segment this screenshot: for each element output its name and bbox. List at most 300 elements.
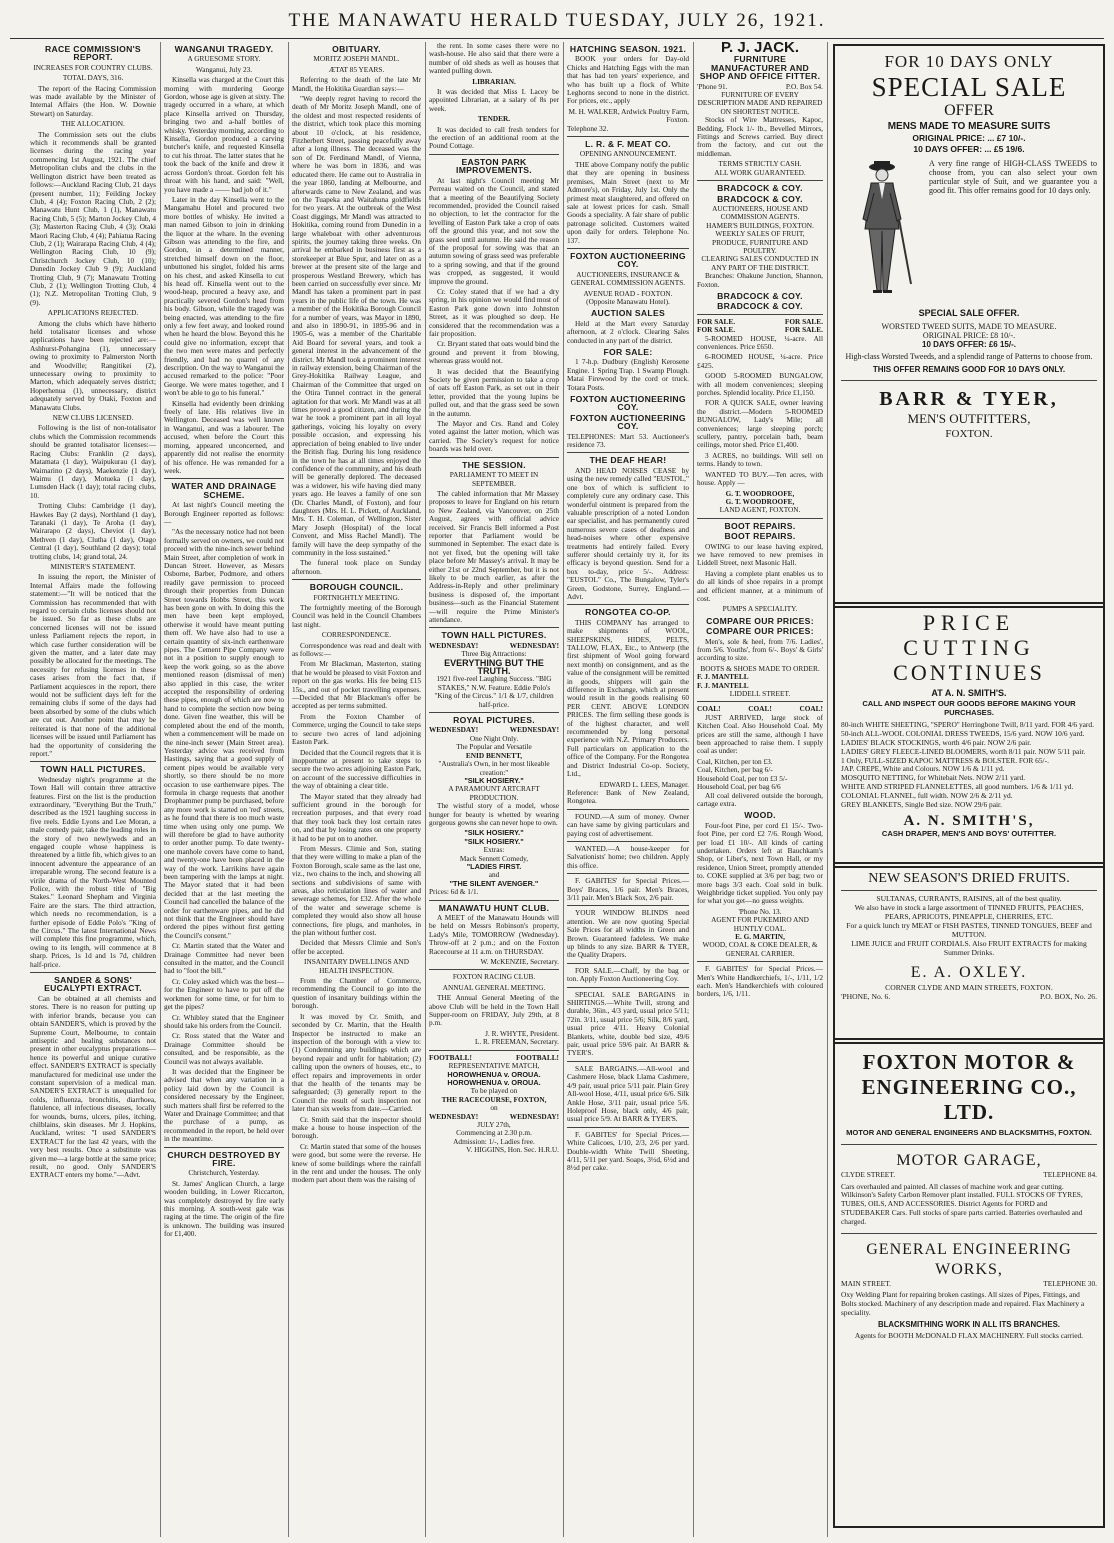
article-subtitle: INCREASES FOR COUNTRY CLUBS. bbox=[33, 62, 153, 72]
ad-title: BRADCOCK & COY. bbox=[717, 183, 803, 194]
paragraph: Cars overhauled and painted. All classes of machine work and gear cutting. Wilkinson's Safety Carbon Remover plant installed. FULL STOCKS OF TYRES, TUBES, OILS, AND ACCESSORIES. District Agents for FORD and STUDEBAKER Cars. Full stocks of spare parts carried. Batteries overhauled and charged. bbox=[841, 1181, 1083, 1226]
column-divider bbox=[827, 42, 828, 1537]
ad-line: CORNER CLYDE AND MAIN STREETS, FOXTON. bbox=[885, 983, 1053, 992]
column-3 bbox=[292, 42, 421, 1537]
ad-title: P. J. JACK. bbox=[720, 42, 800, 56]
paragraph: In issuing the report, the Minister of Internal Affairs made the following statement:—"It will be noticed that the Commission has recommended that with regard to certain clubs licenses should not be issued. So far as these clubs are concerned licenses will not be issued unless Parliament rejects the report, in which case further consideration will be given the matter, and a later date may possibly be allocated for the meetings. The necessity for refusing licenses in these cases arises from the fact that, if Parliament acquiesces in the report, there would not be sufficient days left for the remaining clubs if some of the days had been absorbed by some of the clubs which are cut out. Another point that may be reiterated is that none of the additional licenses will be issued until Parliament has had the opportunity of considering the report." bbox=[30, 572, 156, 758]
ad-line: LAND AGENT, FOXTON. bbox=[719, 505, 801, 515]
ad-line: CASH DRAPER, MEN'S AND BOYS' OUTFITTER. bbox=[881, 829, 1057, 839]
ad-title: TOWN HALL PICTURES. bbox=[441, 630, 547, 641]
ad-title: PRICE bbox=[922, 610, 1016, 635]
classified: SALE BARGAINS.—All-wool and Cashmere Hose, black Llama Cashmere, 4/9 pair, usual price 5/11 pair. Plain Grey All-wool Hose, 4/11, usual price 6/6. Silk Ankle Hose, 3/11 pair, usual price 5/6. Holeproof Hose, black only, 4/6 pair, usual price 5/9. At BARR & TYER'S. bbox=[567, 1063, 689, 1124]
price-line: LADIES' BLACK STOCKINGS, worth 4/6 pair. NOW 2/6 pair. bbox=[841, 737, 1032, 747]
ad-line: AVENUE ROAD - FOXTON. bbox=[583, 288, 673, 298]
paragraph: Cr. Coley stated that if we had a dry spring, in his opinion we would find most of Easton Park gone down into Johnston Street, as it was ploughed so deep. He considered that the recommendation was a fair proposition. bbox=[429, 286, 559, 338]
paragraph: Decided that the Council regrets that it is inopportune at present to take steps to secure the two acres adjoining Easton Park, on account of the successive difficulties in the way of obtaining a clear title. bbox=[292, 747, 421, 791]
ad-word: WEDNESDAY! bbox=[429, 725, 479, 735]
ad-line: WORSTED TWEED SUITS, MADE TO MEASURE. bbox=[881, 322, 1057, 331]
paragraph: The funeral took place on Sunday afternoon. bbox=[292, 558, 421, 576]
ad-word: WEDNESDAY! bbox=[509, 1111, 559, 1121]
ad-title: BRADCOCK & COY. bbox=[717, 290, 803, 301]
classified: FOUND.—A sum of money. Owner can have same by giving particulars and paying cost of advertisement. bbox=[567, 811, 689, 838]
suit-figure-illustration bbox=[841, 159, 923, 301]
divider bbox=[429, 900, 559, 901]
paragraph: At last night's Council meeting the Borough Engineer reported as follows:— bbox=[164, 500, 284, 526]
ad-title: RONGOTEA CO-OP. bbox=[585, 607, 671, 618]
article-subtitle: PARLIAMENT TO MEET IN SEPTEMBER. bbox=[449, 470, 539, 488]
article-title: THE SESSION. bbox=[462, 459, 526, 470]
masthead-rule bbox=[10, 38, 1104, 39]
ad-title: CUTTING bbox=[903, 635, 1035, 660]
divider bbox=[567, 136, 689, 137]
section-heading: THE ALLOCATION. bbox=[61, 119, 125, 129]
ad-title: A. N. SMITH'S, bbox=[903, 813, 1035, 830]
divider bbox=[30, 761, 156, 762]
paragraph: It was moved by Cr. Smith, and seconded by Cr. Martin, that the Health Inspector be instructed to make an inspection of the borough with a view to: (1) Condemning any buildings which are beyond repair and unfit for habitation; (2) calling upon the owners of houses, etc., to effect repairs and improvements in order that the health of the tenants may be safeguarded; (3) generally report to the Council the result of such inspection not later than six weeks from date.—Carried. bbox=[292, 1011, 421, 1114]
ad-title: E. A. OXLEY. bbox=[910, 964, 1028, 981]
ad-title: HATCHING SEASON. 1921. bbox=[569, 44, 687, 54]
paragraph: St. James' Anglican Church, a large wooden building, in Lower Riccarton, was completely destroyed by fire early this morning. A south-west gale was raging at the time. The origin of the fire is unknown. The building was insured for £1,400. bbox=[164, 1178, 284, 1239]
dried-fruits-ad bbox=[833, 862, 1105, 1044]
ad-subtitle: ANNUAL GENERAL MEETING. bbox=[442, 982, 546, 992]
column-2 bbox=[164, 42, 284, 1537]
price-line: Household Coal, per ton £3 5/- bbox=[697, 773, 788, 783]
ad-line: AGENT FOR PUKEMIRO AND HUNTLY COAL. bbox=[711, 915, 809, 933]
ad-feature: "SILK HOSIERY." bbox=[464, 828, 524, 838]
article-title: SANDER & SONS' EUCALYPTI EXTRACT. bbox=[44, 975, 142, 994]
divider bbox=[292, 579, 421, 580]
ad-title: L. R. & F. MEAT CO. bbox=[585, 139, 671, 150]
paragraph: It was decided that the Engineer be advised that when any variation in a policy laid down by the Council is considered necessary by the Engineer, such matters shall first be referred to the Water and Drainage Committee; and that the purchase of a pump, as recommended in the report, be held over in the meantime. bbox=[164, 1066, 284, 1144]
ad-line: "Australia's Own, in her most likeable creation:" bbox=[438, 759, 550, 777]
ad-line: PUMPS A SPECIALITY. bbox=[722, 604, 798, 614]
ad-feature: HOROWHENUA v. OROUA. bbox=[447, 1077, 541, 1087]
ad-heading: COMPARE OUR PRICES: bbox=[706, 626, 814, 637]
price-line: COLONIAL FLANNEL, full width. NOW 2/6 & 2/11 yd. bbox=[841, 790, 1013, 800]
ad-line: WEEKLY SALES OF FRUIT, PRODUCE, FURNITURE AND POULTRY. bbox=[712, 229, 808, 255]
ad-feature: HOROWHENUA v. OROUA. bbox=[447, 1069, 541, 1079]
signature: V. HIGGINS, Hon. Sec. H.R.U. bbox=[466, 1145, 559, 1155]
divider bbox=[697, 518, 823, 519]
price-line: GREY BLANKETS, Single Bed size. NOW 29/6 pair. bbox=[841, 799, 1002, 809]
classified: F. GABITES' for Special Prices.—Boys' Braces, 1/6 pair. Men's Braces, 3/11 pair. Men's Black Sox, 2/6 pair. bbox=[567, 876, 689, 902]
ad-line bbox=[841, 1171, 1097, 1180]
ad-line: Commencing at 2.30 p.m. bbox=[456, 1128, 532, 1138]
ad-line: CLEARING SALES CONDUCTED IN ANY PART OF THE DISTRICT. bbox=[701, 254, 819, 272]
paragraph: It was decided that Miss I. Lacey be appointed Librarian, at a salary of 8s per week. bbox=[429, 87, 559, 113]
ad-heading: GENERAL ENGINEERING WORKS, bbox=[866, 1240, 1072, 1278]
ad-word: P.O. BOX, No. 26. bbox=[1040, 992, 1097, 1001]
price-line: ORIGINAL PRICE: ... £7 10/-. bbox=[912, 133, 1026, 143]
price-line: 80-inch WHITE SHEETING, "SPERO" Herringbone Twill, 8/11 yard. FOR 4/6 yard. bbox=[841, 720, 1094, 730]
ad-word: FOR SALE. bbox=[784, 316, 823, 326]
ad-subtitle: FURNITURE MANUFACTURER AND SHOP AND OFFICE FITTER. bbox=[699, 54, 821, 82]
ad-line: Agents for BOOTH McDONALD FLAX MACHINERY. Full stocks carried. bbox=[854, 1330, 1084, 1340]
paragraph: All coal delivered outside the borough, cartage extra. bbox=[697, 790, 823, 808]
sale-ad bbox=[833, 44, 1105, 608]
divider bbox=[697, 180, 823, 181]
ad-line: AT A. N. SMITH'S. bbox=[931, 688, 1007, 698]
paragraph: "We deeply regret having to record the death of Mr Moritz Joseph Mandl, one of the oldest and most respected residents of the district, which took place this morning about 10 o'clock, at his residence, Fitzherbert Street, passing peacefully away after a long illness. The deceased was the son of Dr. Ferdinand Mandl, of Vienna, where he was born in 1836, and was educated there. He came out to Australia in the year 1860, landing at Melbourne, and afterwards came to New Zealand, and was on the Tuapeka and Waitahuna goldfields for two years. At the outbreak of the West Coast diggings, Mr Mandl was attracted to Hokitika, coming round from Dunedin in a large whaleboat with other adventurous spirits, the journey taking three weeks. On arrival he embarked in business first as a storekeeper at Blue Spur, and later on as a brewer at the present site of the large and prosperous Westland Brewery, which has been carried on successfully ever since. Mr Mandl has taken a prominent part in past years in the public life of the town. He was a member of the Hokitika Borough Council for a number of years, was Mayor in 1890, and also in 1890-91, in 1895-96 and in 1905-6, was a member of the Charitable Aid Board for several years, and took a general interest in the advancement of the district. Mr Mandl took a prominent interest in railway extension, being Chairman of the Grey-Hokitika Railway League, and Chairman of the Committee that urged on the Otira Tunnel contract in the general agitation for that work. Mr Mandl was at all times proved a good citizen, and during the war he took a prominent part in all loyal gatherings, voicing his loyalty on every possible occasion, and expressing his appreciation of being enabled to live under the British flag. During his long residence in the town he has at all times enjoyed the confidence of the community, and his death will be generally deplored. The deceased was a widower, his wife having died many years ago. He leaves a family of one son (Dr. Charles Mandl, of Foxton), and four daughters (Mrs. H. L. Pickett, of Auckland, Mrs. T. H. Coleman, of Wellington, Sister Mary Joseph (Hospital) of the local Convent, and Miss Rachel Mandl). The family will have the deep sympathy of the community in the loss sustained." bbox=[292, 94, 421, 557]
paragraph: The cabled information that Mr Massey proposes to leave for England on his return to New Zealand, via Vancouver, on 25th August, agrees with official advice received. Sir Francis Bell informed a Post reporter that Parliament would be summoned in September. The exact date is not yet fixed, but the opening will take place before Mr Massey's arrival. It may be either 21st or 22nd September, but it is not likely to be much earlier, as after the Address-in-Reply and other preliminary business is disposed of, the important business—such as the Financial Statement—will require the Prime Minister's attendance. bbox=[429, 488, 559, 624]
paragraph: From Mr Blackman, Masterton, stating that he would be pleased to visit Foxton and report on the gas works. His fee being £15 15s., and out of pocket travelling expenses.—Decided that Mr Blackman's offer be accepted as per terms submitted. bbox=[292, 659, 421, 711]
ad-line: Mack Sennett Comedy, bbox=[459, 853, 529, 863]
paragraph: Cr. Martin stated that the Water and Drainage Committee had never been consulted in the matter, and the Council had to "foot the bill." bbox=[164, 941, 284, 976]
ad-line: To be played on bbox=[470, 1086, 518, 1096]
divider bbox=[429, 712, 559, 713]
article-subtitle: FORTNIGHTLY MEETING. bbox=[313, 592, 400, 602]
divider bbox=[841, 890, 1097, 891]
ad-line: REPRESENTATIVE MATCH, bbox=[448, 1061, 540, 1071]
ad-feature: "SILK HOSIERY." bbox=[464, 775, 524, 785]
section-heading: LIBRARIAN. bbox=[472, 76, 516, 86]
article-title: RACE COMMISSION'S REPORT. bbox=[45, 44, 141, 63]
paragraph: 1 7-h.p. Dudbury (English) Kerosene Engine. 1 Spring Trap. 1 Swamp Plough. Matai Firewood by the cord or truck. Totara Posts. bbox=[567, 357, 689, 392]
divider bbox=[567, 809, 689, 810]
ad-line: MOTOR AND GENERAL ENGINEERS AND BLACKSMITHS, FOXTON. bbox=[846, 1128, 1092, 1137]
paragraph: The Mayor stated that they already had sufficient ground in the borough for recreation purposes, and that every road that they took back they lost certain rates on, and that by losing rates on one property it had to be put on to another. bbox=[292, 791, 421, 843]
signature: M. H. WALKER, Ardwick Poultry Farm, Foxton. bbox=[568, 106, 689, 125]
paragraph: Kinsella was charged at the Court this morning with murdering George Gordon, whose age is given at sixty. The tragedy occurred in a whare, at which place Kinsella arrived on Thursday, bringing two and a-half bottles of whisky. Yesterday morning, according to Kinsella, Gordon produced a carving butcher's knife, and requested Kinsella to cut his throat. The latter states that he took the back of the knife and drew it across Gordon's throat. Gordon felt his throat with his hand, and said: "Well, you have made a —— bad job of it." bbox=[164, 75, 284, 194]
classified: F. GABITES' for Special Prices.—White Calicoes, 1/10, 2/3, 2/6 per yard. Double-width White Twill Sheeting, 4/11, 5/11 per yard. Soaps, 3½d, 6½d and 8½d per cake. bbox=[567, 1129, 689, 1173]
divider bbox=[567, 1127, 689, 1128]
section-heading: MINISTER'S STATEMENT. bbox=[50, 561, 136, 571]
paragraph: Trotting Clubs: Cambridge (1 day), Hawkes Bay (2 days), Northland (1 day), Taranaki (1 day), Te Aroha (1 day), Wairarapo (2 days), Cheviot (1 day), Methven (1 day), Clutha (1 day), Otago Central (1 day), Southland (2 days); total trotting clubs, 14; grand total, 24. bbox=[30, 501, 156, 561]
ad-word: P.O. Box 54. bbox=[785, 81, 823, 91]
divider bbox=[429, 627, 559, 628]
ad-line: Reference: Bank of New Zealand, Rongotea. bbox=[567, 787, 689, 806]
price-line: 50-inch ALL-WOOL COLONIAL DRESS TWEEDS, 15/6 yard. NOW 10/6 yard. bbox=[841, 729, 1085, 739]
ad-word: WEDNESDAY! bbox=[429, 1111, 479, 1121]
paragraph: Decided that Messrs Climie and Son's offer be accepted. bbox=[292, 938, 421, 956]
classified: F. GABITES' for Special Prices.—Men's White Handkerchiefs, 1/-, 1/11, 1/2 each. Men's Handkerchiefs with coloured borders, 1/6, 1/11. bbox=[697, 964, 823, 999]
ad-line: Telephone 32. bbox=[567, 123, 609, 133]
ad-title: FOXTON MOTOR & ENGINEERING CO., LTD. bbox=[861, 1050, 1077, 1124]
price-line: MOSQUITO NETTING, for Whitebait Nets. NOW 2/11 yard. bbox=[841, 773, 1026, 783]
ad-line: For a quick lunch try MEAT or FISH PASTES, TINNED TONGUES, BEEF and MUTTON. bbox=[846, 921, 1092, 939]
divider bbox=[567, 248, 689, 249]
paragraph: THE above Company notify the public that they are opening in business premises, Main Street (next to Mr Admore's), on Friday, July 1st. Only the primest meat slaughtered, and offered on sale at lowest prices for cash. Small Goods a speciality. A fair share of public patronage solicited. Customers waited upon daily for orders. Telephone No. 137. bbox=[567, 159, 689, 245]
paragraph: BOOK your orders for Day-old Chicks and Hatching Eggs with the man that has had ten years' experience, and who has built up a flock of White Leghorns second to none in the district. For prices, etc., apply bbox=[567, 54, 689, 106]
paragraph: At last night's Council meeting Mr Perreau waited on the Council, and stated that a meeting of the Beautifying Society recommended, provided the Council raised no objection, to let the contractor for the levelling of Easton Park take a crop of oats off the ground this year, and not sow the grass seed until autumn. He said the reason of the proposal for sowing was that an autumn sowing of grass seed was preferable to a spring sowing, and that if the ground was cropped, as suggested, it would improve the ground. bbox=[429, 175, 559, 286]
article-title: BOROUGH COUNCIL. bbox=[309, 582, 404, 593]
ad-heading: FOXTON AUCTIONEERING COY. bbox=[570, 394, 686, 413]
divider bbox=[841, 1233, 1097, 1234]
paragraph: Cr. Smith said that the inspector should make a house to house inspection of the borough. bbox=[292, 1114, 421, 1141]
classified: SPECIAL SALE BARGAINS in SHIRTINGS.—White Twill, strong and durable, 36in., 4/3 yard, usual price 5/11; 72in. 3/11, usual price 5/6; Silk, 8/6 yard, usual price 4/11. Heavy Colonial Blankets, white, double bed size, 49/6 pair, usual price 59/6 pair. At BARR & TYER'S. bbox=[567, 989, 689, 1058]
ad-subtitle: OPENING ANNOUNCEMENT. bbox=[579, 149, 677, 159]
ad-line: OFFER bbox=[944, 102, 994, 119]
price-cutting-ad bbox=[833, 602, 1105, 868]
signature: L. R. FREEMAN, Secretary. bbox=[474, 1037, 559, 1047]
ad-line: THIS OFFER REMAINS GOOD FOR 10 DAYS ONLY. bbox=[872, 365, 1066, 374]
classified: WANTED.—A house-keeper for Salvationists' home; two children. Apply this office. bbox=[567, 843, 689, 870]
ad-line: We also have in stock a large assortment of TINNED FRUITS, PEACHES, PEARS, APRICOTS, PINEAPPLE, CHERRIES, ETC. bbox=[854, 903, 1084, 921]
masthead: THE MANAWATU HERALD TUESDAY, JULY 26, 1921. bbox=[288, 10, 826, 31]
paragraph: "As the necessary notice had not been formally served on owners, we could not proceed with the nine-inch sewer behind Main Street, after completion of work in Duncan Street. However, as Messrs Osborne, Barber, Podmore, and others readily gave permission to proceed through their properties from Duncan Street towards Hobbs Street, this work has been gone on with. In doing this the men have been kept employed, otherwise it would have meant putting them off. We have also had to use a certain quantity of six-inch earthenware pipes. The Cement Pipe Company were not in a position to supply enough to keep the work going, so as the above mentioned reason (dismissal of men) also applied in this case, the writer accepted the responsibility of ordering these pipes, enough of which are now to hand to complete the section now being done. Given fine weather, this will be completed about the end of the month, when a commencement will be made on the nine-inch sewer (Main Street area). Yesterday advice was received from Hastings, saying that a good supply of cement pipes would be available very shortly, so there should be no more occasion to use earthenware pipes. The formula in charge requests that another Drophammer pump be purchased, before any more work is started on 'red' streets, as he found that there is too much waste time when using only one pump. We will therefore be glad to have authority to order another pump. To date twenty-one manhole covers have come to hand, and twenty-one have been placed in the way of the work. Larrikins have again been tampering with the lamps at night. The Mayor stated that it had been decided that at the last meeting the Council had cancelled the balance of the order for earthenware pipes, and he did not think that the Engineer should have ordered the pipes without first getting the Council's consent." bbox=[164, 527, 284, 940]
ad-title: BRADCOCK & COY. bbox=[717, 301, 803, 312]
article-subtitle: A GRUESOME STORY. bbox=[187, 54, 261, 64]
article-subtitle: MORITZ JOSEPH MANDL. bbox=[313, 54, 400, 64]
ad-word: WEDNESDAY! bbox=[429, 640, 479, 650]
ad-line: and bbox=[488, 870, 500, 880]
ad-line: HAMER'S BUILDINGS, FOXTON. bbox=[706, 220, 814, 230]
paragraph: FOR A QUICK SALE, owner leaving the district.—Modern 5-ROOMED BUNGALOW, Lady's Mile; all conveniences; large sleeping porch; scullery, pantry, porcelain bath, beam ceilings, motor shed. Price £1,400. bbox=[697, 398, 823, 450]
paragraph: It was decided to call fresh tenders for the erection of an additional room at the Pound Cottage. bbox=[429, 124, 559, 151]
paragraph: 6-ROOMED HOUSE, ¼-acre. Price £425. bbox=[697, 352, 823, 370]
ad-word: COAL! bbox=[799, 704, 823, 714]
article-title: WATER AND DRAINAGE SCHEME. bbox=[171, 481, 277, 500]
divider bbox=[697, 701, 823, 702]
column-divider bbox=[563, 42, 564, 1537]
paragraph: Stocks of Wire Mattresses, Kapoc, Bedding, Flock 1/- lb., Bevelled Mirrors, Fittings and Screws carried. Buy direct from the factory, and cut out the middleman. bbox=[697, 115, 823, 158]
column-divider bbox=[693, 42, 694, 1537]
paragraph: Men's, sole & heel, from 7/6. Ladies', from 5/6. Youths', from 6/-. Boys' & Girls' according to size. bbox=[697, 636, 823, 663]
ad-line: F. J. MANTELL bbox=[697, 672, 749, 682]
paragraph: Having a complete plant enables us to do all kinds of shoe repairs in a prompt and efficient manner, at a minimum of cost. bbox=[697, 568, 823, 603]
paragraph: A MEET of the Manawatu Hounds will be held on Messrs Robinson's property, Lady's Mile, TOMORROW (Wednesday). Throw-off at 2 p.m.; and on the Foxton Racecourse at 11 a.m. on THURSDAY. bbox=[429, 913, 559, 956]
column-5 bbox=[567, 42, 689, 1537]
divider bbox=[567, 1061, 689, 1062]
divider bbox=[429, 154, 559, 155]
paragraph: Held at the Mart every Saturday afternoon, at 2 o'clock. Clearing Sales conducted in any part of the district. bbox=[567, 318, 689, 345]
divider bbox=[567, 987, 689, 988]
ad-word: FOOTBALL! bbox=[429, 1052, 472, 1062]
paragraph: The fortnightly meeting of the Borough Council was held in the Council Chambers last night. bbox=[292, 603, 421, 629]
ad-line: JULY 27th, bbox=[477, 1119, 511, 1129]
divider bbox=[841, 380, 1097, 381]
ad-line: on bbox=[490, 1103, 498, 1113]
paragraph: THIS COMPANY has arranged to make shipments of WOOL, SHEEPSKINS, HIDES, PELTS, TALLOW, FLAX, Etc., to Antwerp (the first shipment of Wool going forward next month) on consignment, and as the value of the consignment will be remitted in goods, shippers will gain the difference in Exchange, which at present would result in the goods realising 60 PER CENT. ABOVE LONDON PRICES. The firm selling these goods is of the highest character, and well recommended by long personal experience with N.Z. Primary Producers. Full particulars on application to the office of the Company. For the Rongotea and District Industrial Co-op. Society, Ltd., bbox=[567, 617, 689, 779]
ad-title: NEW SEASON'S DRIED FRUITS. bbox=[868, 871, 1070, 886]
paragraph: A very fine range of HIGH-CLASS TWEEDS to choose from, you can also select your own particular style of Suit, and we guarantee you a good fit. This offer remains good for 10 days only. bbox=[929, 159, 1097, 195]
divider bbox=[697, 314, 823, 315]
ad-line: TERMS STRICTLY CASH. bbox=[718, 159, 802, 169]
paragraph: the rent. In some cases there were no wash-house. He also said that there were a number of old sheds as well as houses that wanted pulling down. bbox=[429, 42, 559, 76]
divider bbox=[567, 873, 689, 874]
section-heading: NEW CLUBS LICENSED. bbox=[52, 413, 134, 423]
section-heading: APPLICATIONS REJECTED. bbox=[47, 308, 139, 318]
ad-feature: EVERYTHING BUT THE TRUTH. bbox=[444, 657, 544, 677]
ad-word: 'Phone 91. bbox=[697, 81, 728, 91]
ad-line bbox=[841, 1280, 1097, 1289]
ad-word: COAL! bbox=[748, 704, 772, 714]
ad-line: MEN'S OUTFITTERS, bbox=[907, 411, 1031, 426]
paragraph: Wednesday night's programme at the Town Hall will contain three attractive features. First on the list is the production extraordinary, "Everything But the Truth," described as the 1921 laughing success in five reels. Eddie Lyons and Lee Moran, a male comedy pair, take the leading roles in the story of two newlyweds and an engaged couple whose happiness is threatened by a little fib, which gives to an innocent adventure the appearance of an irreparable wrong. The second feature is a virile drama of the North-West Mounted Police, with the robust title of "Big Stakes." Leonard Shepham and Virginia Faire are the stars. The third attraction, which needs no recommendation, is a further episode of Eddie Polo's "King of the Circus." The latest International News will complete this fine programme, which, owing to its length, will commence at 8 sharp. Prices, 1s 1d and 1s 7d, children half-price. bbox=[30, 774, 156, 969]
article-title: TOWN HALL PICTURES. bbox=[40, 764, 146, 775]
price-line: Coal, Kitchen, per ton £3. bbox=[697, 756, 773, 766]
ad-title: FOXTON RACING CLUB. bbox=[452, 972, 536, 982]
price-line: ORIGINAL PRICE: £8 10/-. bbox=[922, 331, 1016, 340]
ad-title: MANAWATU HUNT CLUB. bbox=[438, 902, 550, 913]
ad-word: CLYDE STREET. bbox=[841, 1169, 896, 1179]
divider bbox=[567, 452, 689, 453]
ad-line: ALL WORK GUARANTEED. bbox=[714, 167, 806, 177]
column-6 bbox=[697, 42, 823, 1537]
paragraph: JUST ARRIVED, large stock of Kitchen Coal. Also Household Coal. My prices are still the same, although I have been approached to raise them. I supply coal as under: bbox=[697, 712, 823, 756]
ad-line: The Popular and Versatile bbox=[456, 742, 532, 752]
paragraph: Branches: Ohakune Junction, Shannon, Foxton. bbox=[697, 271, 823, 289]
article-title: OBITUARY. bbox=[332, 44, 381, 54]
price-line: 10 DAYS OFFER: ... £5 19/6. bbox=[913, 144, 1025, 154]
ad-title: CONTINUES bbox=[893, 660, 1045, 685]
paragraph: Cr. Martin stated that some of the houses were good, but some were the reverse. He knew of some buildings where the rainfall in the rent and under the houses. The only modern part about them was the raising of bbox=[292, 1141, 421, 1185]
divider bbox=[567, 905, 689, 906]
divider bbox=[164, 478, 284, 479]
column-divider bbox=[425, 42, 426, 1537]
ad-word: FOR SALE. bbox=[697, 325, 736, 335]
ad-title: BRADCOCK & COY. bbox=[717, 193, 803, 204]
ad-feature: "THE SILENT AVENGER." bbox=[449, 878, 539, 888]
ad-line: 'Phone No. 13. bbox=[738, 906, 782, 916]
ad-line: G. T. WOODROOFE, bbox=[725, 496, 795, 506]
article-subtitle: TOTAL DAYS, 316. bbox=[62, 73, 124, 83]
man-in-suit-icon bbox=[841, 159, 923, 299]
ad-line: Three Big Attractions: bbox=[461, 649, 527, 659]
classified: YOUR WINDOW BLINDS need attention. We are now quoting Special Sale Prices for all widths in Green and Brown. Guaranteed fadeless. We make up blinds to any size. BARR & TYER, the Quality Drapers. bbox=[567, 908, 689, 960]
ad-line: FOR 10 DAYS ONLY bbox=[884, 52, 1054, 71]
ad-line: WOOD, COAL & COKE DEALER, & GENERAL CARRIER. bbox=[702, 940, 818, 958]
paragraph: 3 ACRES, no buildings. Will sell on terms. Handy to town. bbox=[697, 450, 823, 469]
column-divider bbox=[288, 42, 289, 1537]
ad-line: CALL AND INSPECT OUR GOODS BEFORE MAKING YOUR PURCHASES. bbox=[862, 698, 1076, 717]
paragraph: It was decided that the Beautifying Society be given permission to take a crop of oats off Easton Park, as set out in their letter, provided that the young lupins be pulled out, and that the grass seed be sown in the autumn. bbox=[429, 366, 559, 418]
ad-word: FOR SALE. bbox=[784, 325, 823, 335]
paragraph: The wistful story of a model, whose hunger for beauty is whetted by wearing gorgeous gowns she can never hope to own. bbox=[429, 801, 559, 827]
ad-line: MENS MADE TO MEASURE SUITS bbox=[887, 121, 1051, 132]
ad-word: WEDNESDAY! bbox=[509, 640, 559, 650]
price-line: WHITE AND STRIPED FLANNELETTES, all good numbers. 1/6 & 1/11 yd. bbox=[841, 781, 1074, 791]
divider bbox=[697, 961, 823, 962]
paragraph: Correspondence was read and dealt with as follows:— bbox=[292, 640, 421, 659]
ad-title: THE DEAF HEAR! bbox=[589, 455, 667, 466]
ad-heading: MOTOR GARAGE, bbox=[896, 1151, 1042, 1169]
price-list bbox=[841, 721, 1097, 809]
paragraph: 5-ROOMED HOUSE, ¼-acre. All conveniences. Price £650. bbox=[697, 333, 823, 351]
divider bbox=[841, 1144, 1097, 1145]
ad-line: G. T. WOODROOFE, bbox=[725, 488, 795, 498]
ad-line: LIME JUICE and FRUIT CORDIALS. Also FRUIT EXTRACTS for making Summer Drinks. bbox=[851, 939, 1087, 957]
ad-title: BOOT REPAIRS. bbox=[724, 520, 796, 531]
paragraph: From the Chamber of Commerce, recommending the Council to go into the question of insanitary buildings within the borough. bbox=[292, 976, 421, 1011]
paragraph: The report of the Racing Commission was made available by the Minister of Internal Affairs (the Hon. W. Downie Stewart) on Saturday. bbox=[30, 83, 156, 118]
section-heading: CORRESPONDENCE. bbox=[321, 630, 392, 640]
price-line: JAP. CREPE, White and Colours. NOW 1/6 & 1/11 yd. bbox=[841, 764, 1005, 774]
paragraph: Later in the day Kinsella went to the Mangamahu Hotel and procured two more bottles of whisky. He invited a man named Gibson to join in drinking the liquor at the whare. In the evening Gibson was attending to the fire, and Gordon, in a determined manner, stretched himself down on the floor, unbuttoned his singlet, folded his arms on his chest, and asked Kinsella to cut his head off. Kinsella went out to the wood-heap, procured a heavy axe, and practically severed Gordon's head from his body. Gibson, while the tragedy was being enacted, was attending to the fire only a few feet away, and looked round when he heard the blow. Beyond this he could give no information, except that the two men were mates and perfectly friendly, and had no quarrel of any description. On the way to Wanganui the accused remarked to the police: "Poor George. We were mates together, and I won't be able to go to his funeral." bbox=[164, 194, 284, 398]
article-title: WANGANUI TRAGEDY. bbox=[174, 44, 274, 54]
ad-line: LIDDELL STREET. bbox=[729, 689, 791, 699]
dateline: Wanganui, July 23. bbox=[195, 64, 253, 74]
price-line: LADIES' GREY FLEECE-LINED BLOOMERS, worth 8/11 pair. NOW 5/11 pair. bbox=[841, 746, 1086, 756]
paragraph: The Mayor and Crs. Rand and Coley voted against the latter motion, which was carried. The Society's request for notice boards was held over. bbox=[429, 419, 559, 454]
divider bbox=[30, 972, 156, 973]
paragraph: Kinsella had evidently been drinking freely of late. His relatives live in Wellington. Deceased was well known in Wanganui, and was a labourer. The accused, when before the Court this morning, appeared unconcerned, and apparently did not realise the enormity of his offence. He was remanded for a week. bbox=[164, 398, 284, 475]
ad-line: TELEPHONES: Mart 53. Auctioneer's residence 73. bbox=[567, 431, 689, 450]
ad-word: FOR SALE. bbox=[697, 316, 736, 326]
ad-line: ENID BENNETT, bbox=[465, 750, 523, 760]
signature: EDWARD L. LEES, Manager. bbox=[599, 779, 689, 789]
ad-heading: WOOD. bbox=[744, 810, 776, 821]
ad-line: A PARAMOUNT ARTCRAFT PRODUCTION. bbox=[448, 784, 540, 802]
ad-heading: COMPARE OUR PRICES: bbox=[706, 615, 814, 626]
ad-line: SULTANAS, CURRANTS, RAISINS, all of the best quality. bbox=[876, 894, 1062, 903]
ad-line: Prices: 6d & 1/1. bbox=[429, 887, 479, 897]
article-title: CHURCH DESTROYED BY FIRE. bbox=[167, 1149, 281, 1168]
price-line: Coal, Kitchen, per bag 6/- bbox=[697, 765, 773, 775]
ad-heading: SPECIAL SALE OFFER. bbox=[918, 308, 1020, 318]
ad-heading: FOXTON AUCTIONEERING COY. bbox=[570, 412, 686, 432]
ad-title: SPECIAL SALE bbox=[871, 72, 1067, 102]
ad-word: MAIN STREET. bbox=[841, 1278, 891, 1288]
classified: FOR SALE.—Chaff, by the bag or ton. Apply Foxton Auctioneering Coy. bbox=[567, 965, 689, 984]
ad-line: F. J. MANTELL bbox=[697, 680, 749, 690]
ad-word: FOOTBALL! bbox=[516, 1052, 559, 1062]
ad-line: E. G. MARTIN, bbox=[735, 932, 785, 941]
ad-word: TELEPHONE 84. bbox=[1043, 1169, 1097, 1179]
ad-line: One Night Only. bbox=[469, 733, 519, 743]
column-1 bbox=[30, 42, 156, 1537]
signature: W. McKENZIE, Secretary. bbox=[480, 957, 559, 967]
ad-subtitle: AUCTIONEERS, INSURANCE & GENERAL COMMISSION AGENTS. bbox=[570, 269, 686, 288]
paragraph: OWING to our lease having expired, we have removed to new premises in Liddell Street, next Masonic Hall. bbox=[697, 541, 823, 568]
ad-line: (Opposite Manawatu Hotel). bbox=[586, 296, 670, 306]
paragraph: Following is the list of non-totalisator clubs which the Commission recommends should be granted totalisator licenses:—Racing Clubs: Franklin (2 days), Matamata (1 day), Waipukurau (1 day), Waimarino (2 days), Maekenzie (1 day), Waimu (1 day), Motueka (1 day), Lumsden Hack (1 day); total racing clubs, 10. bbox=[30, 423, 156, 500]
paragraph: Cr. Ross stated that the Water and Drainage Committee should be consulted, and be responsible, as the Council was not always available. bbox=[164, 1031, 284, 1066]
divider bbox=[567, 963, 689, 964]
ad-title: BARR & TYER, bbox=[879, 388, 1059, 410]
section-heading: INSANITARY DWELLINGS AND HEALTH INSPECTION. bbox=[304, 957, 409, 975]
ad-line: FURNITURE OF EVERY DESCRIPTION MADE AND REPAIRED ON SHORTEST NOTICE. bbox=[697, 90, 823, 116]
dateline: Christchurch, Yesterday. bbox=[188, 1168, 260, 1178]
ad-line bbox=[841, 992, 1097, 1001]
foxton-motor-ad bbox=[833, 1038, 1105, 1528]
ad-line: BLACKSMITHING WORK IN ALL ITS BRANCHES. bbox=[878, 1319, 1060, 1329]
paragraph: From the Foxton Chamber of Commerce, urging the Council to take steps to secure two acres of land adjoining Easton Park. bbox=[292, 711, 421, 747]
paragraph: THE Annual General Meeting of the above Club will be held in the Town Hall Supper-room on FRIDAY, July 29th, at 8 p.m. bbox=[429, 993, 559, 1028]
ad-word: TELEPHONE 30. bbox=[1043, 1278, 1097, 1288]
signature: J. R. WHYTE, President. bbox=[485, 1028, 559, 1038]
price-line: Household Coal, per bag 6/6 bbox=[697, 782, 781, 792]
ad-line: Admission: 1/-, Ladies free. bbox=[453, 1136, 535, 1146]
divider bbox=[567, 841, 689, 842]
ad-title: BOOT REPAIRS. bbox=[724, 531, 796, 542]
ad-heading: FOR SALE: bbox=[603, 347, 653, 357]
paragraph: Cr. Coley asked which was the best—for the Engineer to have to put off the workmen for some time, or for him to get the pipes? bbox=[164, 976, 284, 1012]
ad-feature: "LADIES FIRST. bbox=[466, 861, 522, 871]
ad-word: WEDNESDAY! bbox=[509, 725, 559, 735]
section-heading: TENDER. bbox=[477, 114, 511, 124]
price-line: 10 DAYS OFFER: £6 15/-. bbox=[922, 340, 1016, 349]
ad-feature: "SILK HOSIERY." bbox=[464, 836, 524, 846]
paragraph: Cr. Whibley stated that the Engineer should take his orders from the Council. bbox=[164, 1012, 284, 1030]
paragraph: Can be obtained at all chemists and stores. There is no reason for putting up with inferior brands, because you can obtain SANDER'S, which is proved by the Supreme Court, Melbourne, to contain antiseptic and healing substances not present in other eucalyptus preparations—hence its powerful and unique curative effect. SANDER'S EXTRACT is specially manufactured for medicinal use under the constant supervision of a medical man. SANDER'S EXTRACT is unequalled for colds, influenza, bronchitis, diarrhoea, flatulence, all infectious diseases, locally for wounds, burns, ulcers, piles, itching, chilblains, skin diseases. Mr J. Hopkins, Auckland, writes: "I used SANDER'S EXTRACT for the last 42 years, with the very best results. Once a substitute was given me—a large bottle at the same price; result, no good. Only SANDER'S EXTRACT enters my home."—Advt. bbox=[30, 993, 156, 1180]
ad-heading: AUCTION SALES bbox=[590, 308, 666, 319]
article-subtitle: ÆTAT 85 YEARS. bbox=[328, 64, 385, 74]
column-divider bbox=[160, 42, 161, 1537]
article-title: EASTON PARK IMPROVEMENTS. bbox=[456, 156, 532, 176]
paragraph: AND HEAD NOISES CEASE by using the new remedy called "EUSTOL," one box of which is sufficient to completely cure any ordinary case. This wonderful ointment is prepared from the valuable prescription of a noted London ear specialist, and has permanently cured numerous severe cases of deafness and head-noises where other expensive treatments had entirely failed. Every sufferer should certainly try it, for its efficacy is beyond question. Send for a box to-day, price 5/-. Address: "EUSTOL" Co., The Bungalow, Tyler's Green, Godstone, Surrey, England.—Advt. bbox=[567, 465, 689, 601]
paragraph: GOOD 5-ROOMED BUNGALOW, with all modern conveniences; sleeping porches. Splendid locality. Price £1,150. bbox=[697, 371, 823, 398]
paragraph: Four-foot Pine, per cord £1 15/-. Two-foot Pine, per cord £2 7/6. Rough Wood, per load £1 10/-. All kinds of carting undertaken. Orders left at Bauchkam's Shop, or Liber's, next Town Hall, or my residence, Union Street, promptly attended to. COKE supplied at 3/6 per bag; two or more bags 3/3 each. Coal sold in bulk. Weighbridge ticket supplied. You only pay for what you get—no guess weights. bbox=[697, 820, 823, 906]
ad-word: 'PHONE, No. 6. bbox=[841, 992, 891, 1001]
paragraph: WANTED TO BUY.—Ten acres, with house. Apply — bbox=[697, 469, 823, 488]
paragraph: Referring to the death of the late Mr Mandl, the Hokitika Guardian says:— bbox=[292, 75, 421, 93]
divider bbox=[567, 604, 689, 605]
column-4 bbox=[429, 42, 559, 1537]
paragraph: From Messrs. Climie and Son, stating that they were willing to make a plan of the Foxton Borough, scale same as the last one, viz., two chains to the inch, and showing all sections and subdivisions of same with areas, also reticulation lines of water and sewerage schemes, for £32. After the whole of the water and sewerage scheme is completed they would also show all house connections, fire plugs, and manholes, in the plan without further cost. bbox=[292, 843, 421, 938]
paragraph: The Commission sets out the clubs which it recommends shall be granted licenses during the racing year commencing 1st August, 1921. The chief Metropolitan clubs and the clubs in the Wellington district have been treated as follows:—Auckland Racing Club, 21 days (present number, 11); Feilding Jockey Club, 4 (4); Foxton Racing Club, 2 (2); Manawatu Hunt Club, 1 (1), Manawatu Racing Club, 5 (5); Marton Jockey Club, 4 (3); Masterton Racing Club, 4 (3); Otaki Maori Racing Club, 4 (4); Pahiatua Racing Club, 2 (1); Wairarapa Racing Club, 4 (4); Wellington Racing Club, 10 (9); Christchurch Jockey Club, 10 (10); Dunedin Jockey Club 9 (9); Auckland Trotting Club, 9 (7); Manawatu Trotting Club, 2 (1); Wellington Trotting Club, 4 (1); N.Z. Metropolitan Trotting Club, 9 (9). bbox=[30, 129, 156, 307]
ad-line: FOXTON. bbox=[945, 428, 993, 440]
